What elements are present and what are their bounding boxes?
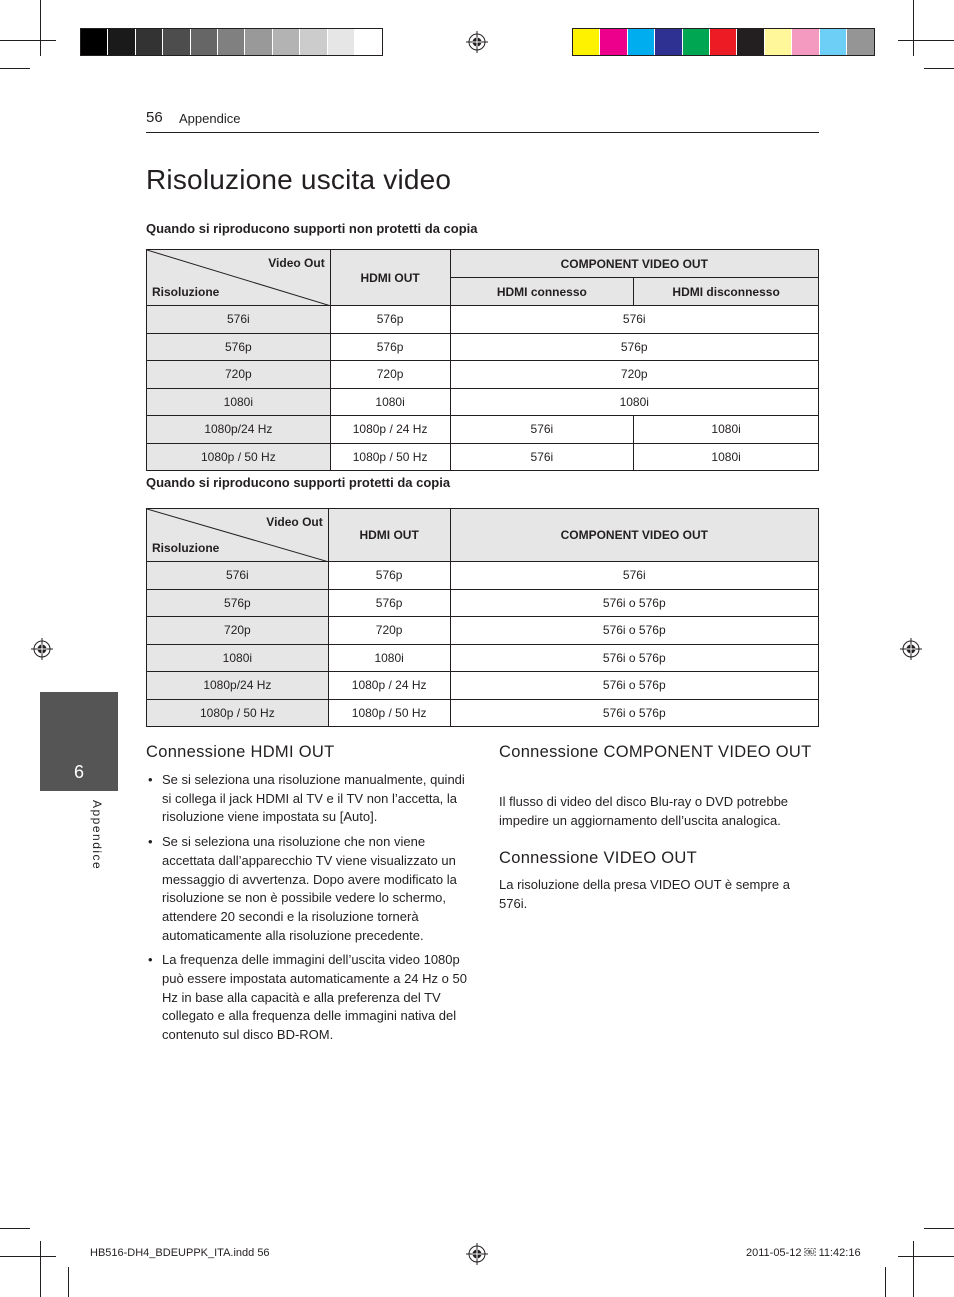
page-title: Risoluzione uscita video <box>146 164 452 195</box>
crop-mark <box>0 68 30 69</box>
video-section-heading: Connessione VIDEO OUT <box>499 849 697 867</box>
crop-mark <box>40 1241 41 1297</box>
cell-hdmi: 576p <box>330 333 450 361</box>
color-swatch <box>273 29 300 55</box>
corner-header <box>147 509 329 562</box>
page-header <box>146 109 819 133</box>
table-row <box>147 617 819 645</box>
color-swatch <box>328 29 355 55</box>
cell-resolution: 1080p / 50 Hz <box>147 443 331 471</box>
grayscale-bar <box>80 28 383 56</box>
cell-hdmi-connected: 576i <box>450 443 634 471</box>
table-row <box>147 306 819 334</box>
list-item: • Se si seleziona una risoluzione che non viene accettata dall’apparecchio TV viene visualizzato un messaggio di avvertenza. Dopo avere modificato la risoluzione se non è possibile vedere lo schermo, attendere 20 secondi e la risoluzione tornerà automaticamente alla risoluzione precedente. <box>146 833 468 945</box>
page-number: 56 <box>146 109 163 126</box>
table-row <box>147 562 819 590</box>
section-name: Appendice <box>179 111 241 126</box>
corner-header <box>147 250 331 306</box>
cell-hdmi: 576p <box>330 306 450 334</box>
color-swatch <box>820 29 847 55</box>
color-swatch <box>847 29 874 55</box>
header-component-video-out: COMPONENT VIDEO OUT <box>450 250 819 278</box>
color-swatch <box>792 29 819 55</box>
cell-component: 1080i <box>450 388 819 416</box>
color-swatch <box>600 29 627 55</box>
table1-caption: Quando si riproducono supporti non protetti da copia <box>146 221 478 236</box>
crop-mark <box>0 40 56 41</box>
crop-mark <box>885 1267 886 1297</box>
crop-mark <box>40 0 41 56</box>
cell-hdmi: 1080i <box>330 388 450 416</box>
corner-label-video-out: Video Out <box>268 256 325 270</box>
table-row <box>147 361 819 389</box>
color-swatch <box>163 29 190 55</box>
chapter-number: 6 <box>73 762 84 782</box>
color-swatch <box>81 29 108 55</box>
registration-mark-icon <box>466 1243 488 1265</box>
color-swatch <box>710 29 737 55</box>
footer-filename: HB516-DH4_BDEUPPK_ITA.indd 56 <box>90 1247 270 1259</box>
crop-mark <box>0 1256 56 1257</box>
color-swatch <box>737 29 764 55</box>
corner-label-resolution: Risoluzione <box>152 285 220 299</box>
cell-hdmi: 1080p / 24 Hz <box>330 416 450 444</box>
cell-resolution: 1080p/24 Hz <box>147 416 331 444</box>
cell-resolution: 1080p/24 Hz <box>147 672 329 700</box>
crop-mark <box>898 40 954 41</box>
table-row <box>147 388 819 416</box>
component-section-text: Il flusso di video del disco Blu-ray o DVD potrebbe impedire un aggiornamento dell’uscita analogica. <box>499 794 789 828</box>
color-swatch <box>683 29 710 55</box>
table-row <box>147 589 819 617</box>
cell-hdmi: 576p <box>328 589 450 617</box>
cell-component: 576i <box>450 562 818 590</box>
color-swatch <box>573 29 600 55</box>
cell-resolution: 576p <box>147 589 329 617</box>
registration-mark-icon <box>466 31 488 53</box>
cell-component: 576i o 576p <box>450 644 818 672</box>
cell-component: 576i o 576p <box>450 589 818 617</box>
video-section-text: La risoluzione della presa VIDEO OUT è sempre a 576i. <box>499 877 790 911</box>
header-component-video-out: COMPONENT VIDEO OUT <box>450 509 818 562</box>
cell-component: 720p <box>450 361 819 389</box>
crop-mark <box>68 1267 69 1297</box>
cell-hdmi: 720p <box>328 617 450 645</box>
color-swatch <box>245 29 272 55</box>
table2-caption: Quando si riproducono supporti protetti da copia <box>146 475 451 490</box>
registration-mark-icon <box>31 638 53 660</box>
table-row <box>147 416 819 444</box>
header-hdmi-out: HDMI OUT <box>328 509 450 562</box>
footer-datetime: 2011-05-12 ￼ 11:42:16 <box>746 1247 861 1259</box>
cell-hdmi-disconnected: 1080i <box>634 416 819 444</box>
cell-component: 576i o 576p <box>450 699 818 727</box>
header-hdmi-out: HDMI OUT <box>330 250 450 306</box>
cell-hdmi: 1080i <box>328 644 450 672</box>
cell-hdmi: 1080p / 50 Hz <box>330 443 450 471</box>
crop-mark <box>0 1228 30 1229</box>
cell-resolution: 720p <box>147 361 331 389</box>
cell-resolution: 576p <box>147 333 331 361</box>
cell-resolution: 576i <box>147 562 329 590</box>
table-row <box>147 672 819 700</box>
color-swatch <box>655 29 682 55</box>
hdmi-section-heading: Connessione HDMI OUT <box>146 743 335 761</box>
crop-mark <box>898 1256 954 1257</box>
crop-mark <box>913 1241 914 1297</box>
table-row <box>147 333 819 361</box>
cell-resolution: 576i <box>147 306 331 334</box>
chapter-tab <box>40 692 118 791</box>
list-item: • Se si seleziona una risoluzione manualmente, quindi si collega il jack HDMI al TV e il TV non l’accetta, la risoluzione viene impostata su [Auto]. <box>146 771 468 827</box>
color-bar <box>572 28 875 56</box>
crop-mark <box>924 68 954 69</box>
corner-label-video-out: Video Out <box>266 515 323 529</box>
hdmi-bullet-list <box>146 771 468 1051</box>
cell-hdmi-disconnected: 1080i <box>634 443 819 471</box>
corner-label-resolution: Risoluzione <box>152 541 220 555</box>
resolution-table-unprotected <box>146 249 819 471</box>
color-swatch <box>300 29 327 55</box>
table-row <box>147 644 819 672</box>
registration-mark-icon <box>900 638 922 660</box>
color-swatch <box>628 29 655 55</box>
cell-hdmi: 1080p / 24 Hz <box>328 672 450 700</box>
color-swatch <box>136 29 163 55</box>
cell-resolution: 1080i <box>147 644 329 672</box>
color-swatch <box>108 29 135 55</box>
cell-hdmi-connected: 576i <box>450 416 634 444</box>
cell-component: 576i o 576p <box>450 672 818 700</box>
color-swatch <box>191 29 218 55</box>
cell-resolution: 720p <box>147 617 329 645</box>
cell-component: 576i <box>450 306 819 334</box>
header-hdmi-connected: HDMI connesso <box>450 278 634 306</box>
color-swatch <box>218 29 245 55</box>
table-row <box>147 699 819 727</box>
cell-component: 576p <box>450 333 819 361</box>
cell-hdmi: 576p <box>328 562 450 590</box>
chapter-label: Appendice <box>90 800 104 871</box>
color-swatch <box>765 29 792 55</box>
crop-mark <box>924 1228 954 1229</box>
cell-component: 576i o 576p <box>450 617 818 645</box>
list-item: • La frequenza delle immagini dell’uscita video 1080p può essere impostata automaticamente a 24 Hz o 50 Hz in base alla capacità e alla preferenza del TV collegato e alla frequenza delle immagini nativa del contenuto sul disco BD-ROM. <box>146 951 468 1045</box>
cell-hdmi: 1080p / 50 Hz <box>328 699 450 727</box>
header-hdmi-disconnected: HDMI disconnesso <box>634 278 819 306</box>
color-swatch <box>355 29 382 55</box>
cell-resolution: 1080p / 50 Hz <box>147 699 329 727</box>
table-row <box>147 443 819 471</box>
cell-hdmi: 720p <box>330 361 450 389</box>
cell-resolution: 1080i <box>147 388 331 416</box>
component-section-heading: Connessione COMPONENT VIDEO OUT <box>499 743 812 761</box>
resolution-table-protected <box>146 508 819 727</box>
crop-mark <box>913 0 914 56</box>
